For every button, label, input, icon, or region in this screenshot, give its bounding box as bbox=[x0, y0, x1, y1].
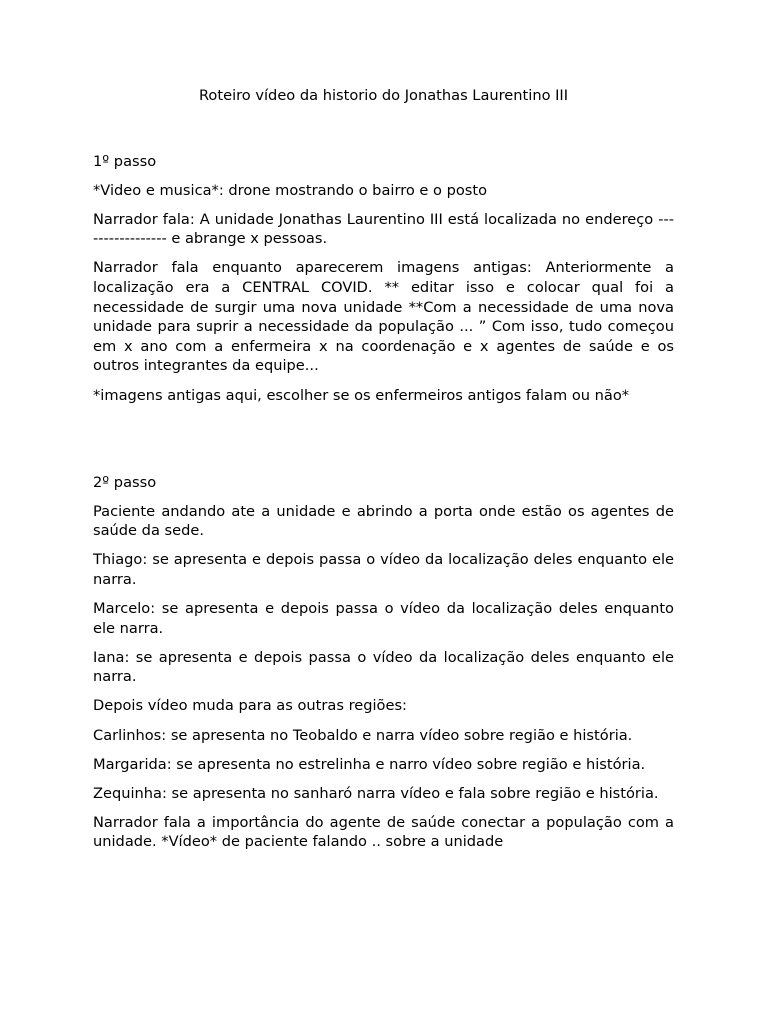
paragraph: Depois vídeo muda para as outras regiões: bbox=[93, 697, 407, 715]
paragraph: Iana: se apresenta e depois passa o vídeo da localização deles enquanto ele narra. bbox=[93, 648, 674, 686]
paragraph: Marcelo: se apresenta e depois passa o vídeo da localização deles enquanto ele narra. bbox=[93, 600, 674, 637]
paragraph: Zequinha: se apresenta no sanharó narra vídeo e fala sobre região e história. bbox=[93, 784, 659, 802]
section-gap bbox=[93, 415, 674, 473]
section-step-2 bbox=[93, 473, 674, 852]
section-heading: 1º passo bbox=[93, 152, 157, 170]
paragraph: Paciente andando ate a unidade e abrindo a porta onde estão os agentes de saúde da sede. bbox=[93, 502, 674, 540]
paragraph: *Video e musica*: drone mostrando o bairro e o posto bbox=[93, 181, 488, 199]
document-title: Roteiro vídeo da historio do Jonathas Laurentino III bbox=[198, 87, 569, 104]
paragraph: Narrador fala enquanto aparecerem imagens antigas: Anteriormente a localização era a CENTRAL COVID. ** editar isso e colocar qual foi a necessidade de surgir uma nova unidade **Com a necessidade de uma nova unidade para suprir a necessidade da população ... ” Com isso, tudo começou em x ano com a enfermeira x na coordenação e x agentes de saúde e os outros integrantes da equipe... bbox=[93, 259, 674, 375]
section-step-1 bbox=[93, 152, 674, 406]
paragraph: Narrador fala: A unidade Jonathas Laurentino III está localizada no endereço ----------------- e abrange x pessoas. bbox=[93, 210, 674, 248]
paragraph: *imagens antigas aqui, escolher se os enfermeiros antigos falam ou não* bbox=[93, 386, 630, 404]
paragraph: Carlinhos: se apresenta no Teobaldo e narra vídeo sobre região e história. bbox=[93, 726, 633, 744]
document-body bbox=[93, 86, 674, 862]
section-heading: 2º passo bbox=[93, 473, 157, 491]
paragraph: Thiago: se apresenta e depois passa o vídeo da localização deles enquanto ele narra. bbox=[93, 551, 674, 588]
paragraph: Margarida: se apresenta no estrelinha e narro vídeo sobre região e história. bbox=[93, 755, 646, 773]
paragraph: Narrador fala a importância do agente de saúde conectar a população com a unidade. *Vídeo* de paciente falando .. sobre a unidade bbox=[93, 813, 674, 851]
